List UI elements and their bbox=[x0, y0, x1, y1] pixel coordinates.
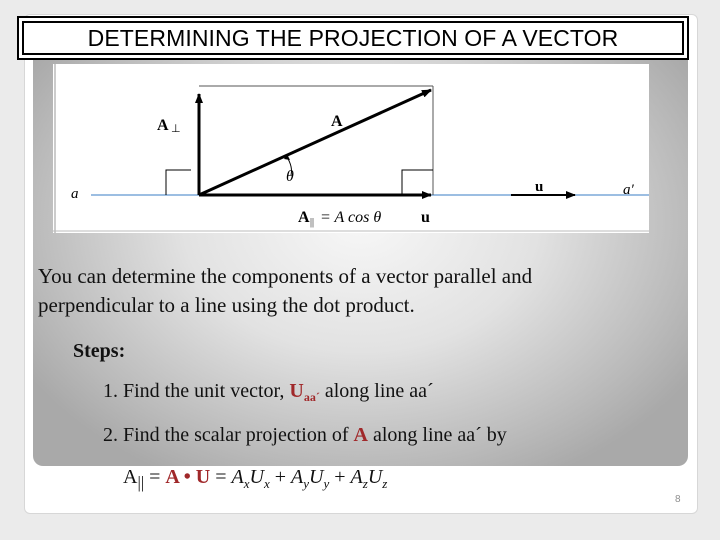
right-angle-marker-right bbox=[402, 170, 433, 195]
formula-eq1: = bbox=[144, 466, 166, 488]
formula-t2-u-sub: y bbox=[323, 476, 330, 491]
formula-t3-a-sub: z bbox=[362, 476, 368, 491]
formula-dot: • bbox=[178, 466, 196, 488]
steps-heading: Steps: bbox=[73, 340, 126, 362]
label-a-left: a bbox=[71, 186, 79, 202]
step-1-unit-vector-sub: aa´ bbox=[303, 390, 320, 404]
label-a-par: A bbox=[298, 209, 310, 226]
formula-a: A bbox=[165, 466, 179, 488]
label-u: u bbox=[535, 179, 544, 195]
step-2-vector-a: A bbox=[353, 424, 368, 446]
vector-projection-diagram bbox=[53, 64, 649, 233]
label-a-par-sub: || bbox=[310, 217, 315, 228]
formula-t3-u-sub: z bbox=[382, 476, 388, 491]
step-1-prefix: 1. Find the unit vector, bbox=[103, 380, 290, 402]
label-u2: u bbox=[421, 209, 430, 226]
label-eq-rest: = A cos θ bbox=[320, 209, 382, 226]
slide-title: DETERMINING THE PROJECTION OF A VECTOR bbox=[87, 24, 619, 51]
formula-term-3 bbox=[350, 466, 388, 491]
step-2-suffix: along line aa´ by bbox=[367, 424, 507, 446]
formula-t1-a-sub: x bbox=[243, 476, 250, 491]
formula-u: U bbox=[195, 466, 211, 488]
projection-formula bbox=[123, 466, 387, 493]
formula-t3-a: A bbox=[350, 466, 363, 488]
step-2-prefix: 2. Find the scalar projection of bbox=[103, 424, 354, 446]
formula-term-1 bbox=[231, 466, 270, 491]
step-1-suffix: along line aa´ bbox=[319, 380, 434, 402]
diagram-svg bbox=[53, 64, 649, 233]
formula-t1-u: U bbox=[249, 466, 264, 488]
formula-t1-a: A bbox=[231, 466, 244, 488]
intro-line-2: perpendicular to a line using the dot product. bbox=[38, 293, 415, 317]
formula-term-2 bbox=[291, 466, 330, 491]
step-1-unit-vector: U bbox=[289, 380, 304, 402]
right-angle-marker-left bbox=[166, 170, 191, 195]
step-2 bbox=[103, 424, 507, 447]
formula-lhs: A bbox=[123, 466, 138, 488]
formula-plus-1: + bbox=[269, 466, 292, 488]
step-1 bbox=[103, 380, 434, 405]
formula-lhs-sub: || bbox=[137, 473, 145, 492]
intro-line-1: You can determine the components of a vector parallel and bbox=[38, 264, 533, 288]
label-a-right: a′ bbox=[623, 182, 634, 198]
label-a-perp: A bbox=[157, 117, 169, 134]
formula-t3-u: U bbox=[367, 466, 383, 488]
vector-a-arrow bbox=[199, 90, 431, 195]
formula-plus-2: + bbox=[329, 466, 351, 488]
label-a-perp-sub: ⊥ bbox=[171, 123, 181, 135]
formula-t1-u-sub: x bbox=[263, 476, 270, 491]
label-a: A bbox=[331, 113, 343, 130]
intro-paragraph bbox=[38, 262, 658, 320]
formula-t2-a-sub: y bbox=[303, 476, 310, 491]
title-inner-frame bbox=[22, 21, 684, 55]
title-box bbox=[17, 16, 689, 60]
formula-t2-a: A bbox=[291, 466, 304, 488]
page-number: 8 bbox=[675, 494, 681, 505]
formula-t2-u: U bbox=[309, 466, 324, 488]
formula-eq2: = bbox=[210, 466, 232, 488]
label-theta: θ bbox=[286, 168, 294, 185]
